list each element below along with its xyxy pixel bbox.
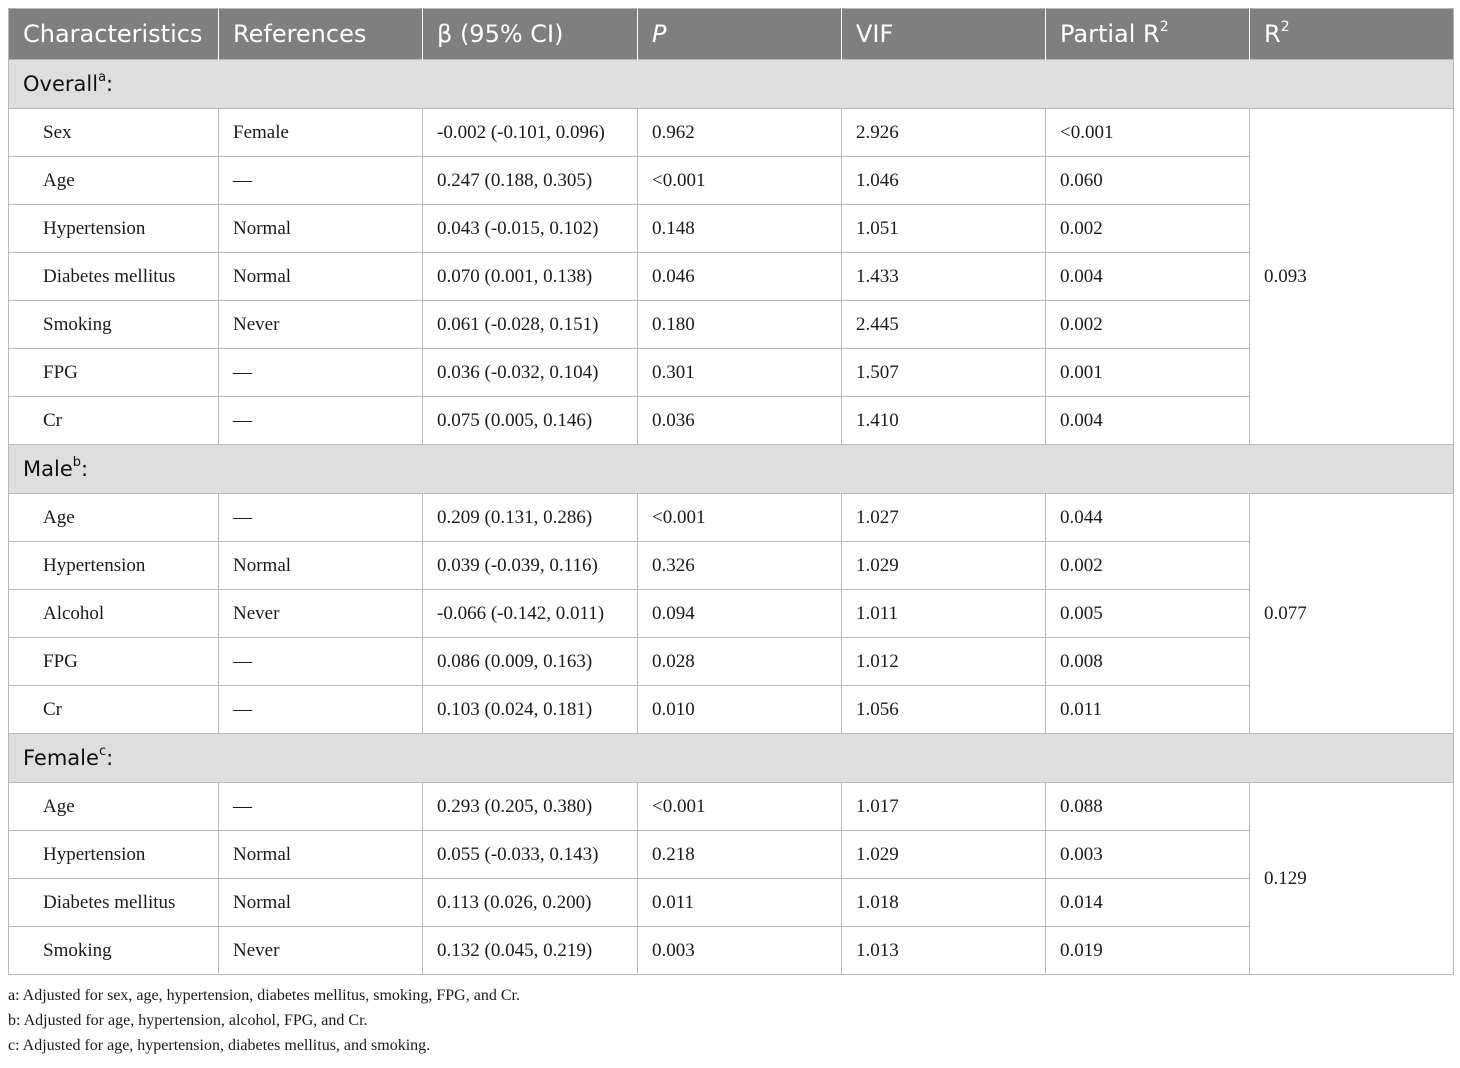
cell-partial-r2: 0.005 (1046, 590, 1250, 638)
cell-characteristic: Cr (9, 686, 219, 734)
header-r2 (1250, 9, 1454, 60)
cell-vif: 1.051 (842, 205, 1046, 253)
cell-reference: — (219, 638, 423, 686)
cell-vif: 1.011 (842, 590, 1046, 638)
cell-partial-r2: 0.019 (1046, 927, 1250, 975)
table-row (9, 879, 1454, 927)
cell-beta-ci: -0.066 (-0.142, 0.011) (423, 590, 638, 638)
cell-vif: 1.410 (842, 397, 1046, 445)
cell-partial-r2: 0.004 (1046, 397, 1250, 445)
cell-partial-r2: 0.014 (1046, 879, 1250, 927)
cell-beta-ci: 0.043 (-0.015, 0.102) (423, 205, 638, 253)
group-label (9, 734, 1454, 783)
cell-p-value: <0.001 (638, 157, 842, 205)
cell-p-value: 0.036 (638, 397, 842, 445)
cell-vif: 1.012 (842, 638, 1046, 686)
cell-partial-r2: 0.002 (1046, 542, 1250, 590)
table-row (9, 349, 1454, 397)
cell-vif: 1.027 (842, 494, 1046, 542)
cell-characteristic: Age (9, 157, 219, 205)
cell-characteristic: Sex (9, 109, 219, 157)
regression-table (8, 8, 1454, 975)
table-row (9, 157, 1454, 205)
cell-beta-ci: 0.075 (0.005, 0.146) (423, 397, 638, 445)
cell-vif: 1.029 (842, 831, 1046, 879)
cell-partial-r2: 0.002 (1046, 205, 1250, 253)
header-partial-r2 (1046, 9, 1250, 60)
cell-vif: 2.926 (842, 109, 1046, 157)
cell-p-value: 0.028 (638, 638, 842, 686)
cell-reference: Never (219, 301, 423, 349)
group-label-text: Male (23, 457, 73, 481)
group-row-overall (9, 60, 1454, 109)
cell-p-value: 0.301 (638, 349, 842, 397)
cell-reference: — (219, 397, 423, 445)
cell-characteristic: Smoking (9, 927, 219, 975)
cell-characteristic: Smoking (9, 301, 219, 349)
group-label-suffix: : (81, 457, 89, 481)
table-row (9, 590, 1454, 638)
table-row (9, 494, 1454, 542)
header-p-value: P (638, 9, 842, 60)
cell-characteristic: Hypertension (9, 542, 219, 590)
cell-partial-r2: 0.088 (1046, 783, 1250, 831)
group-label-sup: b (72, 455, 82, 470)
cell-beta-ci: 0.247 (0.188, 0.305) (423, 157, 638, 205)
cell-p-value: 0.046 (638, 253, 842, 301)
cell-beta-ci: 0.209 (0.131, 0.286) (423, 494, 638, 542)
cell-partial-r2: 0.001 (1046, 349, 1250, 397)
header-r2-label: R (1264, 20, 1281, 48)
cell-beta-ci: 0.039 (-0.039, 0.116) (423, 542, 638, 590)
cell-vif: 1.018 (842, 879, 1046, 927)
table-row (9, 927, 1454, 975)
table-row (9, 831, 1454, 879)
cell-beta-ci: 0.293 (0.205, 0.380) (423, 783, 638, 831)
group-row-male (9, 445, 1454, 494)
cell-p-value: 0.003 (638, 927, 842, 975)
group-label-text: Overall (23, 72, 99, 96)
cell-p-value: 0.148 (638, 205, 842, 253)
cell-characteristic: Hypertension (9, 831, 219, 879)
table-body (9, 60, 1454, 975)
results-table-container (8, 8, 1453, 1058)
cell-characteristic: Age (9, 783, 219, 831)
table-row (9, 638, 1454, 686)
cell-vif: 1.017 (842, 783, 1046, 831)
cell-partial-r2: <0.001 (1046, 109, 1250, 157)
cell-r2: 0.077 (1250, 494, 1454, 734)
table-row (9, 542, 1454, 590)
cell-reference: — (219, 494, 423, 542)
header-row (9, 9, 1454, 60)
header-r2-sup: 2 (1280, 19, 1290, 35)
cell-vif: 1.507 (842, 349, 1046, 397)
cell-vif: 1.046 (842, 157, 1046, 205)
group-label (9, 445, 1454, 494)
header-references: References (219, 9, 423, 60)
cell-partial-r2: 0.004 (1046, 253, 1250, 301)
cell-p-value: 0.011 (638, 879, 842, 927)
group-row-female (9, 734, 1454, 783)
cell-vif: 1.029 (842, 542, 1046, 590)
cell-characteristic: FPG (9, 638, 219, 686)
group-label-text: Female (23, 746, 99, 770)
footnote-b: b: Adjusted for age, hypertension, alcohol, FPG, and Cr. (8, 1012, 368, 1029)
cell-reference: Never (219, 590, 423, 638)
header-characteristics: Characteristics (9, 9, 219, 60)
cell-reference: — (219, 349, 423, 397)
group-label (9, 60, 1454, 109)
cell-beta-ci: 0.132 (0.045, 0.219) (423, 927, 638, 975)
cell-beta-ci: 0.113 (0.026, 0.200) (423, 879, 638, 927)
cell-reference: — (219, 686, 423, 734)
header-partial-r2-sup: 2 (1159, 19, 1169, 35)
cell-partial-r2: 0.011 (1046, 686, 1250, 734)
cell-partial-r2: 0.003 (1046, 831, 1250, 879)
cell-reference: Normal (219, 205, 423, 253)
cell-partial-r2: 0.060 (1046, 157, 1250, 205)
header-partial-r2-label: Partial R (1060, 20, 1160, 48)
cell-p-value: <0.001 (638, 783, 842, 831)
cell-vif: 1.433 (842, 253, 1046, 301)
cell-characteristic: Hypertension (9, 205, 219, 253)
cell-p-value: 0.218 (638, 831, 842, 879)
cell-beta-ci: 0.086 (0.009, 0.163) (423, 638, 638, 686)
cell-beta-ci: 0.103 (0.024, 0.181) (423, 686, 638, 734)
table-row (9, 783, 1454, 831)
cell-beta-ci: 0.061 (-0.028, 0.151) (423, 301, 638, 349)
cell-reference: Normal (219, 879, 423, 927)
footnote-c: c: Adjusted for age, hypertension, diabetes mellitus, and smoking. (8, 1037, 431, 1054)
table-row (9, 205, 1454, 253)
cell-beta-ci: 0.070 (0.001, 0.138) (423, 253, 638, 301)
cell-characteristic: Age (9, 494, 219, 542)
cell-r2: 0.129 (1250, 783, 1454, 975)
table-row (9, 397, 1454, 445)
cell-reference: — (219, 783, 423, 831)
table-row (9, 253, 1454, 301)
table-row (9, 686, 1454, 734)
cell-p-value: <0.001 (638, 494, 842, 542)
cell-reference: Normal (219, 253, 423, 301)
cell-p-value: 0.094 (638, 590, 842, 638)
cell-characteristic: Alcohol (9, 590, 219, 638)
cell-reference: Normal (219, 542, 423, 590)
group-label-sup: a (98, 70, 107, 85)
group-label-suffix: : (106, 72, 114, 96)
header-vif: VIF (842, 9, 1046, 60)
cell-p-value: 0.962 (638, 109, 842, 157)
cell-characteristic: Cr (9, 397, 219, 445)
cell-p-value: 0.326 (638, 542, 842, 590)
cell-beta-ci: 0.036 (-0.032, 0.104) (423, 349, 638, 397)
cell-beta-ci: -0.002 (-0.101, 0.096) (423, 109, 638, 157)
footnote-a: a: Adjusted for sex, age, hypertension, diabetes mellitus, smoking, FPG, and Cr. (8, 987, 520, 1004)
cell-vif: 1.056 (842, 686, 1046, 734)
table-row (9, 109, 1454, 157)
cell-p-value: 0.010 (638, 686, 842, 734)
cell-partial-r2: 0.044 (1046, 494, 1250, 542)
cell-reference: Never (219, 927, 423, 975)
group-label-sup: c (98, 744, 107, 759)
cell-characteristic: FPG (9, 349, 219, 397)
cell-characteristic: Diabetes mellitus (9, 879, 219, 927)
cell-p-value: 0.180 (638, 301, 842, 349)
group-label-suffix: : (106, 746, 114, 770)
cell-characteristic: Diabetes mellitus (9, 253, 219, 301)
cell-beta-ci: 0.055 (-0.033, 0.143) (423, 831, 638, 879)
cell-partial-r2: 0.008 (1046, 638, 1250, 686)
cell-vif: 2.445 (842, 301, 1046, 349)
cell-r2: 0.093 (1250, 109, 1454, 445)
cell-reference: Normal (219, 831, 423, 879)
cell-partial-r2: 0.002 (1046, 301, 1250, 349)
table-row (9, 301, 1454, 349)
table-header (9, 9, 1454, 60)
cell-vif: 1.013 (842, 927, 1046, 975)
header-beta-ci: β (95% CI) (423, 9, 638, 60)
cell-reference: Female (219, 109, 423, 157)
footnotes (8, 983, 1453, 1058)
cell-reference: — (219, 157, 423, 205)
